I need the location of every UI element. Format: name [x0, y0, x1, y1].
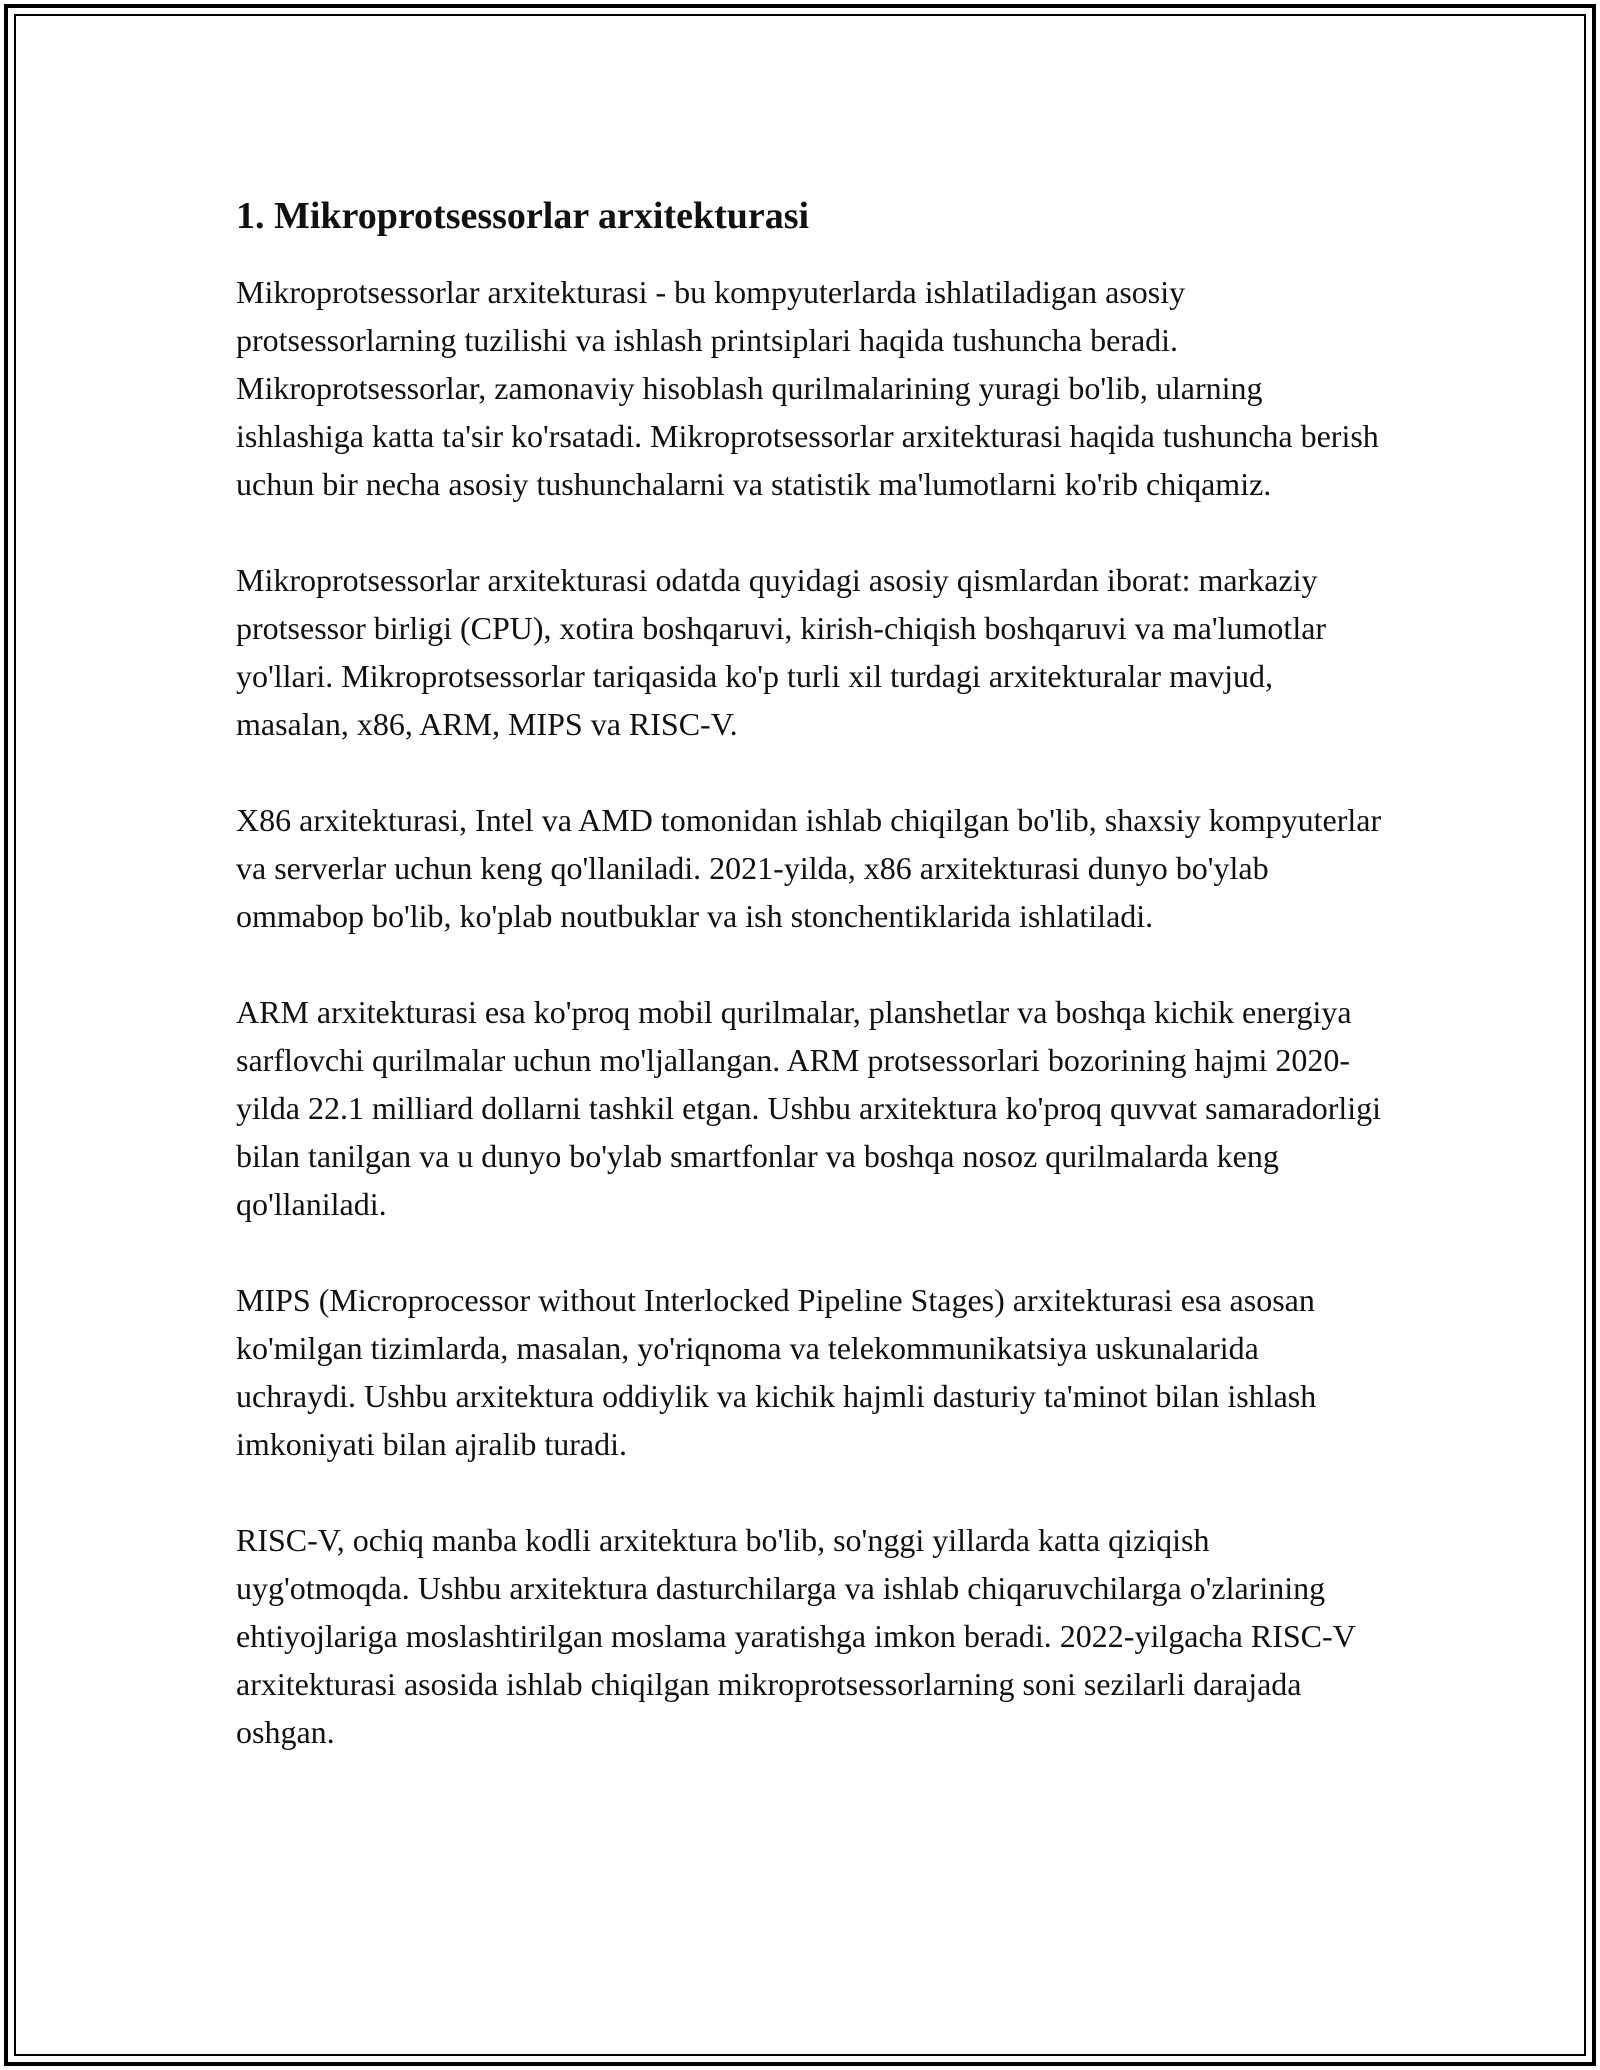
paragraph-intro: Mikroprotsessorlar arxitekturasi - bu kompyuterlarda ishlatiladigan asosiy protsessorlarning tuzilishi va ishlash printsiplari haqida tushuncha beradi. Mikroprotsessorlar, zamonaviy hisoblash qurilmalarining yuragi bo'lib, ularning ishlashiga katta ta'sir ko'rsatadi. Mikroprotsessorlar arxitekturasi haqida tushuncha berish uchun bir necha asosiy tushunchalarni va statistik ma'lumotlarni ko'rib chiqamiz.: [236, 274, 1379, 502]
paragraph-mips: MIPS (Microprocessor without Interlocked Pipeline Stages) arxitekturasi esa asosan ko'milgan tizimlarda, masalan, yo'riqnoma va telekommunikatsiya uskunalarida uchraydi. Ushbu arxitektura oddiylik va kichik hajmli dasturiy ta'minot bilan ishlash imkoniyati bilan ajralib turadi.: [236, 1282, 1317, 1462]
paragraph-components: Mikroprotsessorlar arxitekturasi odatda quyidagi asosiy qismlardan iborat: markaziy protsessor birligi (CPU), xotira boshqaruvi, kirish-chiqish boshqaruvi va ma'lumotlar yo'llari. Mikroprotsessorlar tariqasida ko'p turli xil turdagi arxitekturalar mavjud, masalan, x86, ARM, MIPS va RISC-V.: [236, 562, 1327, 742]
document-body: [236, 186, 1386, 1804]
paragraph-risc-v: RISC-V, ochiq manba kodli arxitektura bo'lib, so'nggi yillarda katta qiziqish uyg'otmoqda. Ushbu arxitektura dasturchilarga va ishlab chiqaruvchilarga o'zlarining ehtiyojlariga moslashtirilgan moslama yaratishga imkon beradi. 2022-yilgacha RISC-V arxitekturasi asosida ishlab chiqilgan mikroprotsessorlarning soni sezilarli darajada oshgan.: [236, 1522, 1356, 1750]
section-title: 1. Mikroprotsessorlar arxitekturasi: [236, 195, 810, 237]
paragraph-arm: ARM arxitekturasi esa ko'proq mobil qurilmalar, planshetlar va boshqa kichik energiya sarflovchi qurilmalar uchun mo'ljallangan. ARM protsessorlari bozorining hajmi 2020-yilda 22.1 milliard dollarni tashkil etgan. Ushbu arxitektura ko'proq quvvat samaradorligi bilan tanilgan va u dunyo bo'ylab smartfonlar va boshqa nosoz qurilmalarda keng qo'llaniladi.: [236, 994, 1382, 1222]
paragraph-x86: X86 arxitekturasi, Intel va AMD tomonidan ishlab chiqilgan bo'lib, shaxsiy kompyuterlar va serverlar uchun keng qo'llaniladi. 2021-yilda, x86 arxitekturasi dunyo bo'ylab ommabop bo'lib, ko'plab noutbuklar va ish stonchentiklarida ishlatiladi.: [236, 802, 1382, 934]
